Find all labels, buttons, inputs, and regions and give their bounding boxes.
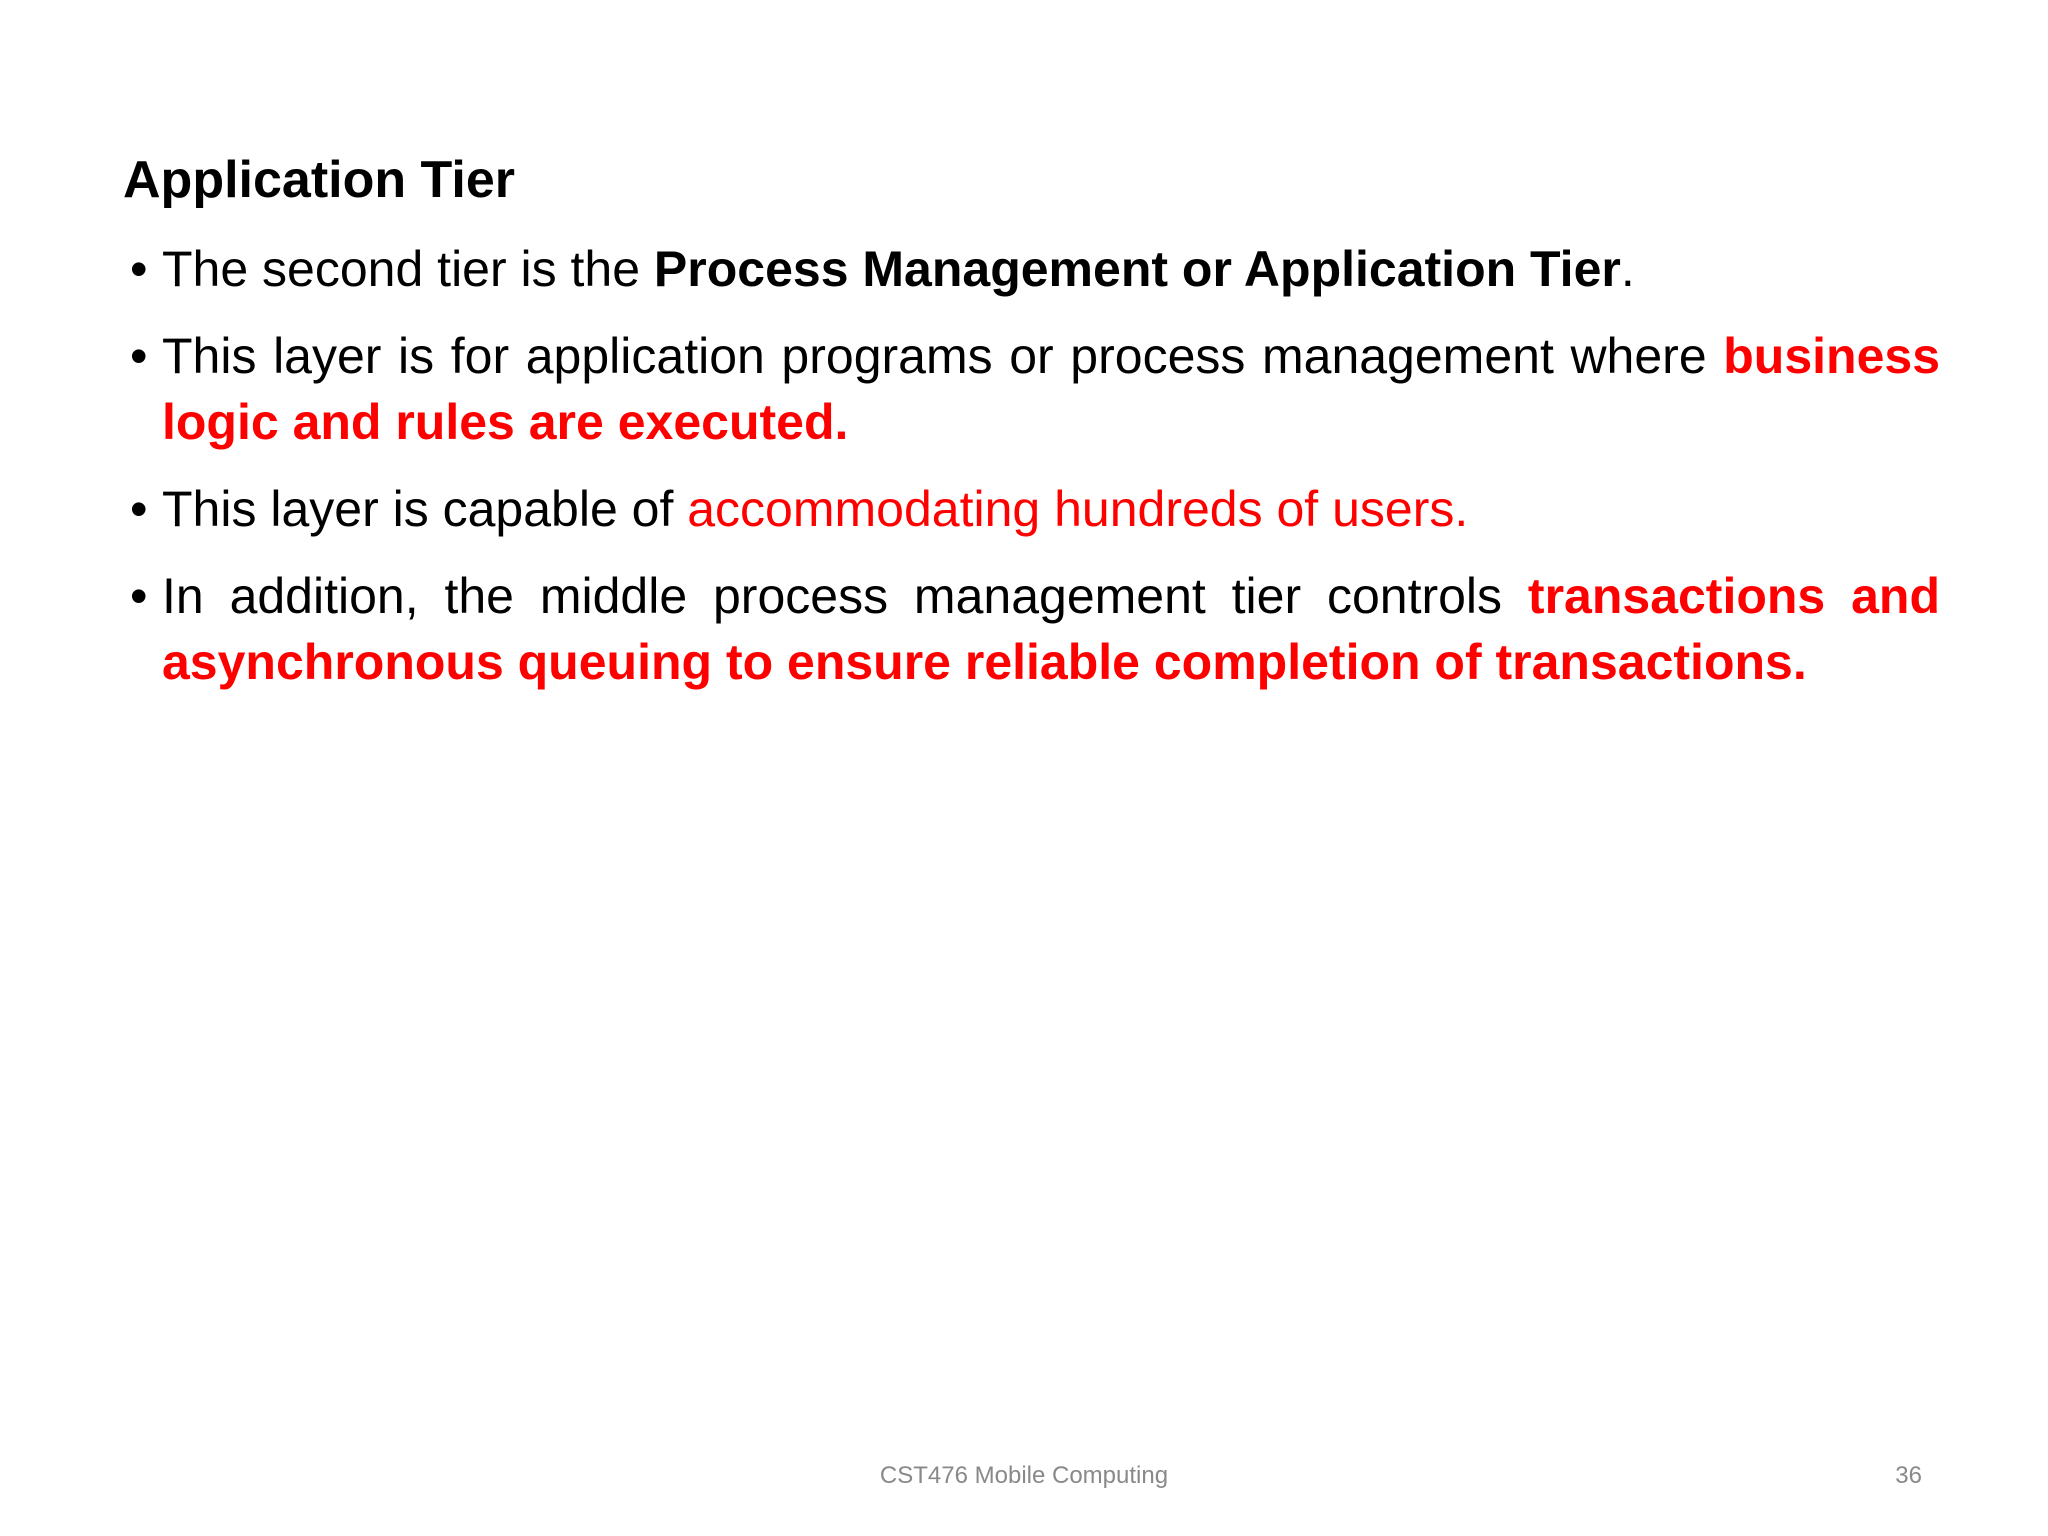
bullet-highlight-text: business logic and rules are executed. (162, 328, 1940, 450)
bullet-icon: • (130, 328, 148, 384)
footer-page-number: 36 (1895, 1462, 1922, 1489)
bullet-icon: • (130, 481, 148, 537)
bullet-text: In addition, the middle process management tier controls (162, 568, 1528, 624)
bullet-item-4 (130, 563, 1940, 695)
bullet-highlight-text: accommodating hundreds of users. (687, 481, 1469, 537)
bullet-item-1 (130, 236, 1940, 302)
bullet-text: This layer is capable of (162, 481, 688, 537)
bullet-text: The second tier is the (162, 241, 654, 297)
bullet-item-3 (130, 476, 1940, 542)
bullet-icon: • (130, 568, 148, 624)
bullet-highlight-text: transactions and asynchronous queuing to ensure reliable completion of transactions. (162, 568, 1940, 690)
bullet-suffix: . (1620, 241, 1635, 297)
bullet-text: This layer is for application programs or process management where (162, 328, 1724, 384)
bullet-list (130, 236, 1940, 716)
footer-course-title: CST476 Mobile Computing (879, 1462, 1169, 1489)
bullet-item-2 (130, 323, 1940, 455)
bullet-icon: • (130, 241, 148, 297)
slide-heading: Application Tier (123, 151, 515, 209)
bullet-bold-text: Process Management or Application Tier (653, 241, 1621, 297)
